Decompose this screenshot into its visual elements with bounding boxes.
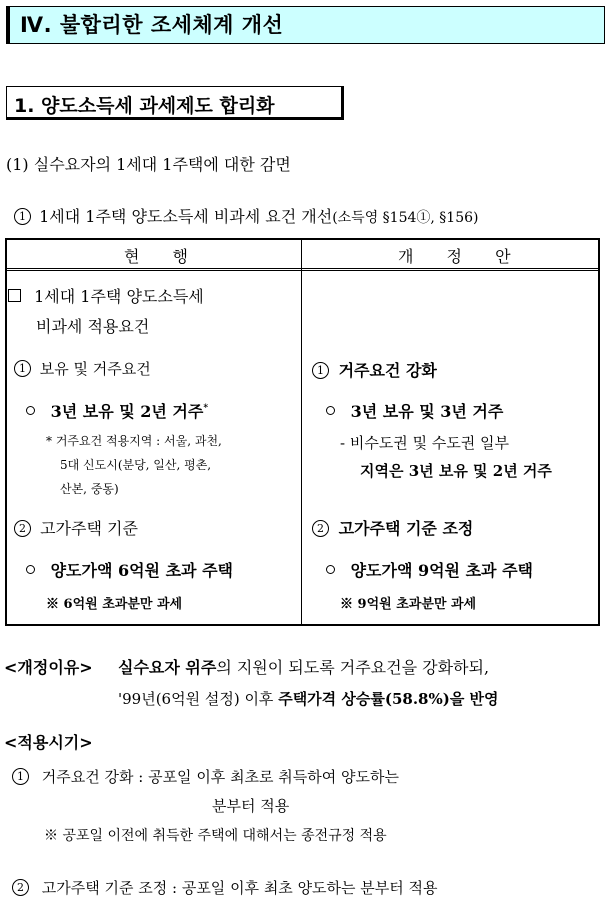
revised-req2-title: 2 고가주택 기준 조정: [312, 516, 473, 539]
table-column-divider: [301, 238, 302, 626]
current-req1-note-line3: 산본, 중동): [60, 482, 119, 496]
circle-number-icon: 2: [312, 520, 329, 537]
current-req1-note-line2: 5대 신도시(분당, 일산, 평촌,: [60, 458, 212, 472]
current-req1-bullet: 3년 보유 및 2년 거주*: [26, 399, 208, 422]
current-req1-note-line1: * 거주요건 적용지역 : 서울, 과천,: [46, 434, 222, 448]
reason-line1: 실수요자 위주의 지원이 되도록 거주요건을 강화하되,: [118, 658, 490, 677]
current-heading-line2: 비과세 적용요건: [36, 317, 150, 336]
current-heading: 1세대 1주택 양도소득세: [8, 284, 204, 307]
current-req2-bullet: 양도가액 6억원 초과 주택: [26, 558, 233, 581]
bullet-circle-icon: [326, 565, 335, 574]
circle-number-icon: 2: [14, 520, 31, 537]
circle-number-icon: 1: [12, 768, 29, 785]
item1-heading: [14, 204, 478, 227]
table-header-divider: [5, 270, 600, 271]
subsection-title: (1) 실수요자의 1세대 1주택에 대한 감면: [6, 155, 291, 174]
revised-req1-dash-line2: 지역은 3년 보유 및 2년 거주: [360, 462, 552, 480]
circle-number-icon: 1: [14, 208, 31, 225]
current-req2-title: 2 고가주택 기준: [14, 516, 138, 539]
column-header-current: 현 행: [124, 247, 202, 266]
column-header-revised: 개 정 안: [398, 247, 525, 266]
revised-req2-note: ※ 9억원 초과분만 과세: [340, 597, 477, 612]
bullet-circle-icon: [26, 565, 35, 574]
current-req2-note: ※ 6억원 초과분만 과세: [46, 597, 183, 612]
circle-number-icon: 1: [14, 360, 31, 377]
revised-req2-bullet: 양도가액 9억원 초과 주택: [326, 558, 533, 581]
section-title: 1. 양도소득세 과세제도 합리화: [14, 95, 275, 117]
revised-req1-dash-line1: - 비수도권 및 수도권 일부: [340, 434, 510, 452]
effective-item1-note: ※ 공포일 이전에 취득한 주택에 대해서는 종전규정 적용: [44, 828, 387, 844]
bullet-circle-icon: [326, 406, 335, 415]
checkbox-icon: [8, 289, 21, 302]
circle-number-icon: 2: [12, 879, 29, 896]
reason-line2: '99년(6억원 설정) 이후 주택가격 상승률(58.8%)을 반영: [118, 690, 499, 708]
circle-number-icon: 1: [312, 362, 329, 379]
reason-label: <개정이유>: [4, 658, 93, 677]
effective-label: <적용시기>: [4, 733, 93, 752]
item1-title: 1세대 1주택 양도소득세 비과세 요건 개선: [39, 207, 333, 226]
effective-item1: 1 거주요건 강화 : 공포일 이후 최초로 취득하여 양도하는: [12, 766, 399, 787]
table-header-divider: [5, 268, 600, 269]
item1-reference: (소득영 §154①, §156): [332, 210, 479, 226]
current-req1-title: 1 보유 및 거주요건: [14, 358, 151, 379]
revised-req1-bullet: 3년 보유 및 3년 거주: [326, 399, 503, 422]
effective-item1-line2: 분부터 적용: [212, 797, 290, 815]
effective-item2: 2 고가주택 기준 조정 : 공포일 이후 최초 양도하는 분부터 적용: [12, 877, 438, 898]
chapter-title: Ⅳ. 불합리한 조세체계 개선: [20, 13, 284, 37]
revised-req1-title: 1 거주요건 강화: [312, 358, 437, 381]
bullet-circle-icon: [26, 406, 35, 415]
